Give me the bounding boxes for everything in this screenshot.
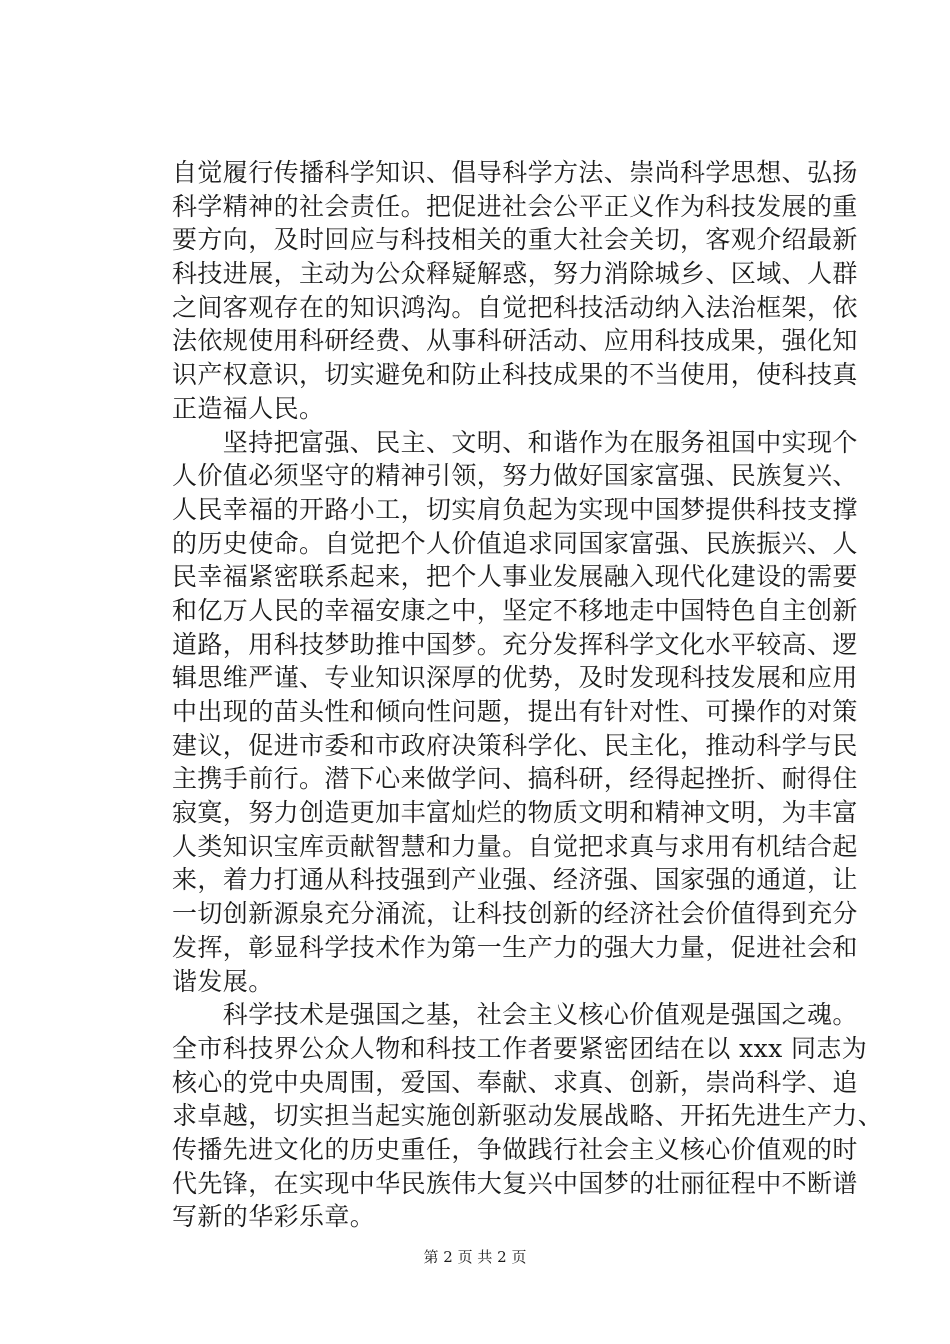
text-line: 科技进展，主动为公众释疑解惑，努力消除城乡、区域、人群 <box>172 259 858 289</box>
text-line: 的历史使命。自觉把个人价值追求同国家富强、民族振兴、人 <box>172 528 858 558</box>
text-line: 传播先进文化的历史重任，争做践行社会主义核心价值观的时 <box>172 1134 858 1164</box>
page-number: 第 2 页 共 2 页 <box>423 1248 527 1266</box>
text-line: 求卓越，切实担当起实施创新驱动发展战略、开拓先进生产力、 <box>172 1101 884 1131</box>
text-line: 全市科技界公众人物和科技工作者要紧密团结在以 xxx 同志为 <box>172 1033 868 1063</box>
text-line: 人民幸福的开路小工，切实肩负起为实现中国梦提供科技支撑 <box>172 494 858 524</box>
text-line: 坚持把富强、民主、文明、和谐作为在服务祖国中实现个 <box>172 427 858 457</box>
text-line: 主携手前行。潜下心来做学问、搞科研，经得起挫折、耐得住 <box>172 764 858 794</box>
text-line: 代先锋，在实现中华民族伟大复兴中国梦的壮丽征程中不断谱 <box>172 1168 858 1198</box>
text-line: 法依规使用科研经费、从事科研活动、应用科技成果，强化知 <box>172 326 858 356</box>
text-line: 识产权意识，切实避免和防止科技成果的不当使用，使科技真 <box>172 360 858 390</box>
text-line: 谐发展。 <box>172 966 274 996</box>
text-line: 自觉履行传播科学知识、倡导科学方法、崇尚科学思想、弘扬 <box>172 158 858 187</box>
text-line: 和亿万人民的幸福安康之中，坚定不移地走中国特色自主创新 <box>172 595 858 625</box>
text-line: 核心的党中央周围，爱国、奉献、求真、创新，崇尚科学、追 <box>172 1067 858 1097</box>
text-line: 辑思维严谨、专业知识深厚的优势，及时发现科技发展和应用 <box>172 663 858 693</box>
text-line: 要方向，及时回应与科技相关的重大社会关切，客观介绍最新 <box>172 225 858 255</box>
text-line: 科学精神的社会责任。把促进社会公平正义作为科技发展的重 <box>172 191 858 221</box>
text-line: 写新的华彩乐章。 <box>172 1202 376 1232</box>
text-line: 建议，促进市委和市政府决策科学化、民主化，推动科学与民 <box>172 730 858 760</box>
text-line: 一切创新源泉充分涌流，让科技创新的经济社会价值得到充分 <box>172 899 858 929</box>
text-line: 之间客观存在的知识鸿沟。自觉把科技活动纳入法治框架，依 <box>172 292 858 322</box>
text-line: 来，着力打通从科技强到产业强、经济强、国家强的通道，让 <box>172 865 858 895</box>
text-line: 民幸福紧密联系起来，把个人事业发展融入现代化建设的需要 <box>172 562 858 592</box>
text-line: 寂寞，努力创造更加丰富灿烂的物质文明和精神文明，为丰富 <box>172 798 858 828</box>
text-line: 人价值必须坚守的精神引领，努力做好国家富强、民族复兴、 <box>172 461 858 491</box>
text-line: 道路，用科技梦助推中国梦。充分发挥科学文化水平较高、逻 <box>172 629 858 659</box>
document-body <box>172 156 884 1234</box>
text-line: 科学技术是强国之基，社会主义核心价值观是强国之魂。 <box>172 1000 858 1030</box>
text-line: 发挥，彰显科学技术作为第一生产力的强大力量，促进社会和 <box>172 932 858 962</box>
text-line: 正造福人民。 <box>172 393 325 423</box>
page-footer <box>0 1247 950 1267</box>
text-line: 人类知识宝库贡献智慧和力量。自觉把求真与求用有机结合起 <box>172 831 858 861</box>
text-line: 中出现的苗头性和倾向性问题，提出有针对性、可操作的对策 <box>172 697 858 726</box>
